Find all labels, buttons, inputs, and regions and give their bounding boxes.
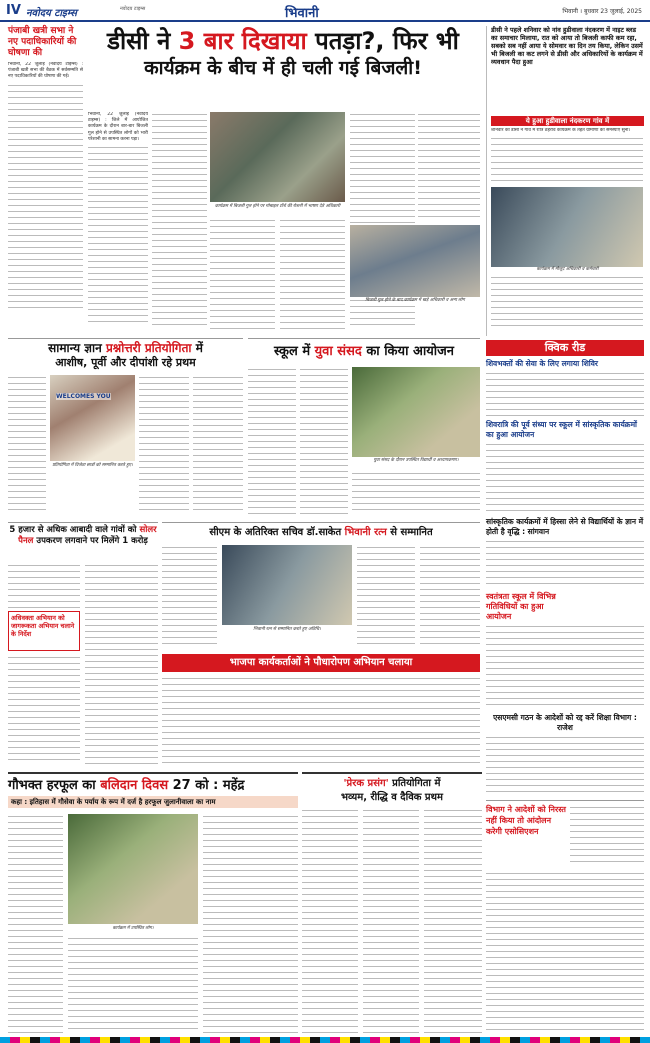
bottom-left-caption: कार्यक्रम में उपस्थित लोग।: [112, 926, 154, 931]
bottom-left-col-1: [8, 814, 63, 1034]
bottom-right-story: [486, 800, 644, 1034]
registration-strip: [0, 1037, 650, 1043]
bjp-headline: भाजपा कार्यकर्ताओं ने पौधारोपण अभियान चलाया: [162, 654, 480, 672]
bottom-left-headline-pre: गौभक्त हरफूल का: [8, 778, 96, 793]
bjp-story: [162, 654, 480, 766]
bottom-right-col-2: [486, 871, 644, 1031]
ceo-headline-pre: सीएम के अतिरिक्त सचिव डॉ.साकेत: [209, 527, 342, 538]
ceo-headline-highlight: भिवानी रत्न: [344, 527, 387, 538]
bottom-left-col-3: [203, 814, 298, 1034]
lead-photo-2: [350, 225, 480, 297]
lead-headline: [88, 26, 478, 106]
quick-read-item-5: एसएमसी गठन के आदेशों को रद्द करें शिक्षा विभाग : राजेश: [493, 713, 637, 732]
solar-col-1: [8, 563, 80, 608]
bottom-mid-headline-line2: भव्यम, रीद्धि व दैविक प्रथम: [341, 792, 443, 803]
lead-headline-part1: डीसी ने: [107, 27, 171, 55]
quick-read-item-5-lines: [486, 735, 644, 795]
right-box-lines-2: [491, 275, 643, 329]
bottom-mid-col-2: [363, 808, 419, 1034]
section-name: भिवानी: [285, 6, 319, 21]
left-body-lines: [8, 83, 83, 313]
ceo-headline-post: से सम्मानित: [390, 527, 433, 538]
right-box-body: शनिवार को डीसी ने गांव में रात्रि ठहराव कार्यक्रम के तहत ग्रामीणों की समस्याएं सुनीं।: [491, 128, 631, 133]
bottom-left-headline-post: 27 को : महेंद्र: [172, 778, 245, 793]
solar-headline-post: उपकरण लगवाने पर मिलेंगे 1 करोड़: [36, 536, 148, 546]
lead-body-text: भिवानी, 22 जुलाई (नवोदय टाइम्स) : जिले में आयोजित कार्यक्रम के दौरान बार-बार बिजली गुल होने से उपस्थित लोगों को भारी परेशानी का सामना करना पड़ा।: [88, 112, 148, 142]
left-column: [8, 26, 83, 336]
solar-headline-pre: 5 हजार से अधिक आबादी वाले गांवों को: [9, 525, 137, 535]
lead-body-lines: [88, 145, 148, 325]
bottom-mid-story: [302, 772, 482, 1034]
solar-col-3: [85, 563, 158, 765]
quiz-col-1: [8, 375, 46, 515]
quiz-headline-post: में: [195, 341, 203, 355]
quick-read-item-4: स्वतंत्रता स्कूल में विभिन्न गतिविधियों का हुआ आयोजन: [486, 592, 556, 621]
bjp-body-lines: [162, 676, 480, 764]
quiz-headline-line2: आशीष, पूर्वी और दीपांशी रहे प्रथम: [55, 356, 196, 369]
masthead-tagline: नवोदय टाइम्स: [120, 6, 146, 12]
ceo-photo: [222, 545, 352, 625]
lead-col-6: [418, 112, 480, 222]
bottom-mid-headline-pre: 'प्रेरक प्रसंग': [343, 778, 389, 789]
quiz-photo: [50, 375, 135, 461]
bottom-mid-col-3: [424, 808, 482, 1034]
youth-headline-pre: स्कूल में: [273, 344, 311, 359]
quick-read-item-2: शिवरात्रि की पूर्व संध्या पर स्कूल में सांस्कृतिक कार्यक्रमों का हुआ आयोजन: [486, 420, 637, 439]
youth-photo: [352, 367, 480, 457]
lead-headline-part2: पतड़ा?, फिर भी: [315, 27, 459, 55]
page-number: IV: [6, 3, 21, 18]
solar-col-2: [8, 655, 80, 765]
bottom-right-col-1: [570, 805, 644, 867]
quick-read-item-1-lines: [486, 371, 644, 417]
quick-read-item-3: सांस्कृतिक कार्यक्रमों में हिस्सा लेने से विद्यार्थियों के ज्ञान में होती है वृद्धि : सांगवान: [486, 517, 644, 536]
lead-col-4: [280, 218, 345, 330]
right-box-subhead: ये हुआ हुडीवाला नंदकरण गांव में: [491, 116, 644, 126]
lead-headline-line2: कार्यक्रम के बीच में ही चली गई बिजली!: [144, 57, 422, 79]
bottom-mid-col-1: [302, 808, 358, 1034]
youth-story: [248, 338, 480, 518]
youth-col-1: [248, 367, 296, 515]
left-body: भिवानी, 22 जुलाई (नवोदय टाइम्स) : पंजाबी खत्री सभा की बैठक में सर्वसम्मति से नए पदाधिकारियों की घोषणा की गई।: [8, 62, 83, 80]
right-box: [486, 26, 644, 336]
lead-col-3: [210, 218, 275, 330]
quick-read-item-3-lines: [486, 539, 644, 589]
right-box-headline: डीसी ने पहले शनिवार को नांव हुडीवाला नंदकरण में नाइट ब्लड का समाचार मिलाया, रात को आया तो बिजली काफी कम रहा, सबको सब नहीं आया ये सोमवार का दिन तय किया, लेकिन उसमें भी बिजली का कट लगने से डीसी और अधिकारियों के कार्यक्रम में व्यवधान पैदा हुआ: [491, 26, 643, 66]
right-box-photo: [491, 187, 643, 267]
ceo-story: [162, 522, 480, 650]
youth-headline-post: का किया आयोजन: [366, 344, 455, 359]
youth-headline-highlight: युवा संसद: [314, 344, 362, 359]
quiz-banner: WELCOMES YOU: [56, 393, 111, 400]
ceo-caption: भिवानी रत्न से सम्मानित करते हुए अतिथि।: [253, 627, 321, 632]
youth-col-3: [352, 471, 480, 515]
solar-story: [8, 522, 158, 767]
bottom-right-headline: विभाग ने आदेशों को निरस्त नहीं किया तो आंदोलन करेगी एसोसिएशन: [486, 805, 566, 836]
right-box-photo-caption: कार्यक्रम में मौजूद अधिकारी व कर्मचारी: [536, 267, 599, 273]
lead-col-2: [152, 112, 207, 330]
quick-read-label: क्विक रीड: [486, 340, 644, 356]
bottom-mid-headline-post: प्रतियोगिता में: [392, 778, 441, 789]
quiz-headline-pre: सामान्य ज्ञान: [48, 341, 102, 355]
solar-box-text: अधिवक्ता अभियान को जागरूकता अभियान चलाने के निर्देश: [11, 614, 75, 638]
lead-photo-1: [210, 112, 345, 202]
quick-read-item-2-lines: [486, 442, 644, 514]
lead-headline-highlight: 3 बार दिखाया: [178, 27, 307, 55]
quiz-col-3: [193, 375, 243, 515]
quiz-story: [8, 338, 243, 518]
paper-name: नवोदय टाइम्स: [26, 8, 77, 19]
ceo-col-2: [357, 545, 415, 649]
bottom-left-headline-highlight: बलिदान दिवस: [100, 778, 169, 793]
right-box-lines: [491, 136, 643, 184]
masthead: [0, 0, 650, 22]
date-line: भिवानी । बुधवार 23 जुलाई, 2025: [562, 8, 642, 15]
ceo-col-1: [162, 545, 217, 649]
youth-caption: युवा संसद के दौरान उपस्थित विद्यार्थी व अध्यापकगण।: [373, 458, 459, 463]
bottom-left-photo: [68, 814, 198, 924]
bottom-left-col-2: [68, 936, 198, 1034]
quiz-caption: प्रतियोगिता में विजेता छात्रों को सम्मानित करते हुए।: [52, 463, 133, 468]
quiz-col-2: [139, 375, 189, 515]
lead-photo-1-caption: कार्यक्रम में बिजली गुल होने पर मोबाइल टॉर्च की रोशनी में भाषण देते अधिकारी: [214, 204, 341, 209]
solar-headline-highlight: सोलर पैनल: [18, 525, 157, 546]
quiz-headline-highlight: प्रश्नोत्तरी प्रतियोगिता: [105, 341, 192, 355]
quick-read-item-4-lines: [486, 624, 644, 710]
youth-col-2: [300, 367, 348, 515]
ceo-col-3: [420, 545, 480, 649]
quick-read-item-1: शिवभक्तों की सेवा के लिए लगाया शिविर: [486, 359, 598, 368]
quick-read: [486, 340, 644, 795]
lead-photo-2-caption: बिजली गुल होने के बाद कार्यक्रम में खड़े अधिकारी व अन्य लोग: [365, 298, 465, 303]
left-headline: पंजाबी खत्री सभा ने नए पदाधिकारियों की घोषणा की: [8, 26, 77, 58]
bottom-left-subhead: कहा : इतिहास में गौसेवा के पर्याय के रूप में दर्ज है हरफूल जुलानीवाला का नाम: [8, 796, 298, 808]
lead-body: [88, 112, 148, 330]
solar-box: [8, 611, 80, 651]
bottom-left-story: [8, 772, 298, 1034]
